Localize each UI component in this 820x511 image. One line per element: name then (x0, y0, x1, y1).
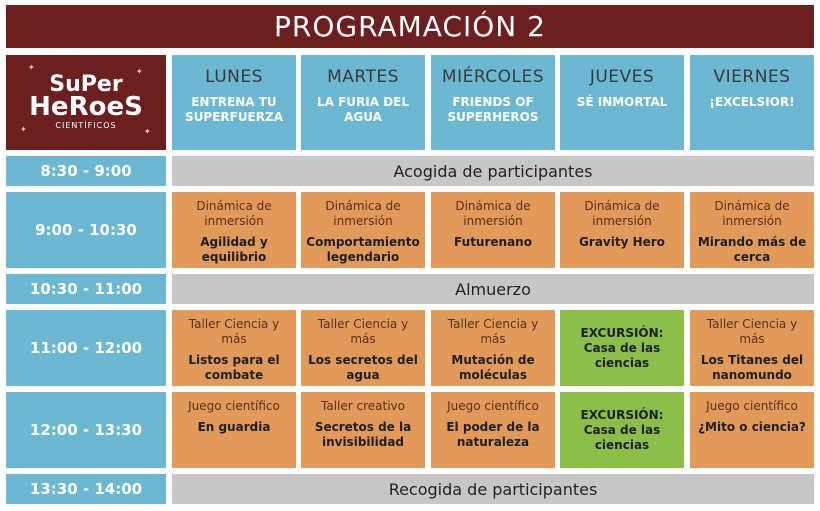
time-slot: 12:00 - 13:30 (6, 392, 166, 468)
activity-title: Comportamiento legendario (306, 235, 420, 264)
activity-title: En guardia (197, 420, 271, 434)
activity-category: Taller Ciencia y más (188, 317, 280, 346)
time-slot: 11:00 - 12:00 (6, 310, 166, 386)
excursion-cell (560, 310, 684, 386)
activity-cell (301, 392, 425, 468)
day-name: VIERNES (713, 67, 791, 87)
day-header-thursday (560, 55, 684, 150)
activity-title: Listos para el combate (188, 353, 280, 382)
activity-cell (690, 310, 814, 386)
day-name: MARTES (327, 67, 399, 87)
activity-cell (431, 392, 555, 468)
activity-cell (301, 310, 425, 386)
band-pickup: Recogida de participantes (172, 474, 814, 504)
day-header-wednesday (431, 55, 555, 150)
excursion-cell (560, 392, 684, 468)
activity-cell (690, 192, 814, 268)
activity-category: Taller Ciencia y más (317, 317, 409, 346)
activity-category: Dinámica de inmersión (714, 199, 790, 228)
activity-category: Dinámica de inmersión (584, 199, 660, 228)
activity-cell (301, 192, 425, 268)
activity-category: Juego científico (188, 399, 280, 413)
activity-title: Secretos de la invisibilidad (314, 420, 412, 449)
day-header-tuesday (301, 55, 425, 150)
time-slot: 10:30 - 11:00 (6, 274, 166, 304)
activity-category: Taller creativo (321, 399, 405, 413)
day-theme: LA FURIA DEL AGUA (316, 95, 410, 124)
day-header-monday (172, 55, 296, 150)
activity-title: Gravity Hero (579, 235, 665, 249)
activity-cell (560, 192, 684, 268)
page-title: PROGRAMACIÓN 2 (6, 5, 814, 48)
band-welcome: Acogida de participantes (172, 156, 814, 186)
activity-category: Dinámica de inmersión (196, 199, 272, 228)
logo-line-3: CIENTÍFICOS (55, 121, 117, 130)
day-theme: SÉ INMORTAL (576, 95, 668, 109)
super-heroes-logo (6, 55, 166, 150)
logo-line-1: SuPer (49, 72, 123, 97)
day-theme: ENTRENA TU SUPERFUERZA (185, 95, 283, 124)
activity-cell (690, 392, 814, 468)
day-header-friday (690, 55, 814, 150)
activity-cell (431, 192, 555, 268)
activity-cell (172, 310, 296, 386)
activity-title: El poder de la naturaleza (446, 420, 540, 449)
time-slot: 9:00 - 10:30 (6, 192, 166, 268)
activity-title: Agilidad y equilibrio (200, 235, 268, 264)
day-name: MIÉRCOLES (441, 67, 545, 87)
star-icon: ✦ (136, 67, 143, 76)
time-slot: 8:30 - 9:00 (6, 156, 166, 186)
day-name: LUNES (205, 67, 263, 87)
activity-title: EXCURSIÓN: Casa de las ciencias (580, 325, 664, 370)
day-theme: ¡EXCELSIOR! (709, 95, 795, 109)
band-lunch: Almuerzo (172, 274, 814, 304)
activity-cell (172, 392, 296, 468)
activity-category: Dinámica de inmersión (325, 199, 401, 228)
activity-title: Los secretos del agua (308, 353, 418, 382)
activity-title: ¿Mito o ciencia? (698, 420, 806, 434)
activity-category: Taller Ciencia y más (706, 317, 798, 346)
activity-title: Mutación de moléculas (451, 353, 535, 382)
star-icon: ✦ (144, 127, 151, 136)
time-slot: 13:30 - 14:00 (6, 474, 166, 504)
activity-title: Futurenano (454, 235, 532, 249)
activity-category: Taller Ciencia y más (447, 317, 539, 346)
star-icon: ✦ (28, 63, 35, 72)
activity-cell (172, 192, 296, 268)
activity-cell (431, 310, 555, 386)
logo-line-2: HeRoeS (29, 92, 143, 122)
activity-category: Dinámica de inmersión (455, 199, 531, 228)
activity-title: EXCURSIÓN: Casa de las ciencias (580, 407, 664, 452)
day-name: JUEVES (589, 67, 655, 87)
activity-title: Mirando más de cerca (697, 235, 807, 264)
activity-title: Los Titanes del nanomundo (700, 353, 804, 382)
star-icon: ✦ (20, 125, 27, 134)
day-theme: FRIENDS OF SUPERHEROS (447, 95, 539, 124)
activity-category: Juego científico (706, 399, 798, 413)
activity-category: Juego científico (447, 399, 539, 413)
